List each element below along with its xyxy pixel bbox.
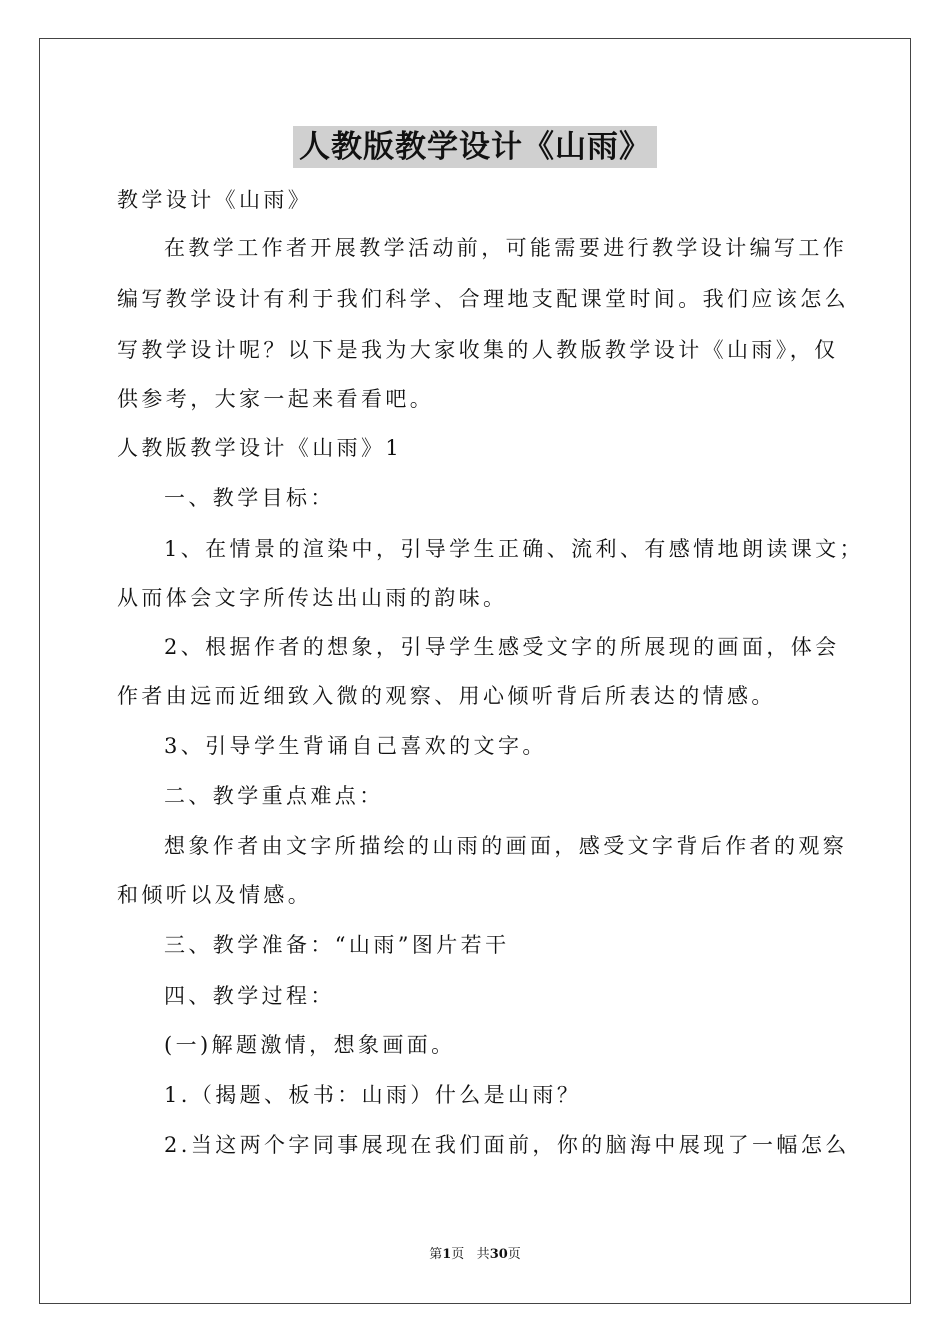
paragraph-line: 3、引导学生背诵自己喜欢的文字。 xyxy=(164,734,547,758)
paragraph-line: 编写教学设计有利于我们科学、合理地支配课堂时间。我们应该怎么 xyxy=(117,287,849,311)
page-number: 1 xyxy=(442,1247,452,1262)
paragraph-line: 写教学设计呢？以下是我为大家收集的人教版教学设计《山雨》，仅 xyxy=(117,338,839,362)
paragraph-line: (一)解题激情，想象画面。 xyxy=(164,1033,456,1057)
paragraph-line: 从而体会文字所传达出山雨的韵味。 xyxy=(117,586,508,610)
paragraph-line: 1.（揭题、板书：山雨）什么是山雨？ xyxy=(164,1083,582,1107)
page-suffix: 页 xyxy=(451,1247,465,1262)
page-border xyxy=(39,38,911,1304)
paragraph-line: 供参考，大家一起来看看吧。 xyxy=(117,387,435,411)
page-prefix: 第 xyxy=(429,1247,443,1262)
paragraph-line: 四、教学过程： xyxy=(164,984,335,1008)
total-suffix: 页 xyxy=(507,1247,521,1262)
paragraph-line: 1、在情景的渲染中，引导学生正确、流利、有感情地朗读课文； xyxy=(164,537,864,561)
paragraph-line: 二、教学重点难点： xyxy=(164,784,384,808)
paragraph-line: 和倾听以及情感。 xyxy=(117,883,313,907)
total-prefix: 共 xyxy=(476,1247,490,1262)
total-pages: 30 xyxy=(489,1247,508,1262)
title-container xyxy=(0,126,950,168)
paragraph-line: 在教学工作者开展教学活动前，可能需要进行教学设计编写工作 xyxy=(164,236,848,260)
page-footer xyxy=(0,1246,950,1264)
document-title: 人教版教学设计《山雨》 xyxy=(293,126,657,168)
paragraph-line: 想象作者由文字所描绘的山雨的画面，感受文字背后作者的观察 xyxy=(164,834,848,858)
paragraph-line: 2.当这两个字同事展现在我们面前，你的脑海中展现了一幅怎么 xyxy=(164,1133,850,1157)
paragraph-line: 作者由远而近细致入微的观察、用心倾听背后所表达的情感。 xyxy=(117,684,776,708)
paragraph-line: 2、根据作者的想象，引导学生感受文字的所展现的画面，体会 xyxy=(164,635,840,659)
section-heading: 人教版教学设计《山雨》1 xyxy=(117,436,403,460)
subtitle-line: 教学设计《山雨》 xyxy=(117,188,313,212)
paragraph-line: 三、教学准备：“山雨”图片若干 xyxy=(164,933,510,957)
paragraph-line: 一、教学目标： xyxy=(164,486,335,510)
